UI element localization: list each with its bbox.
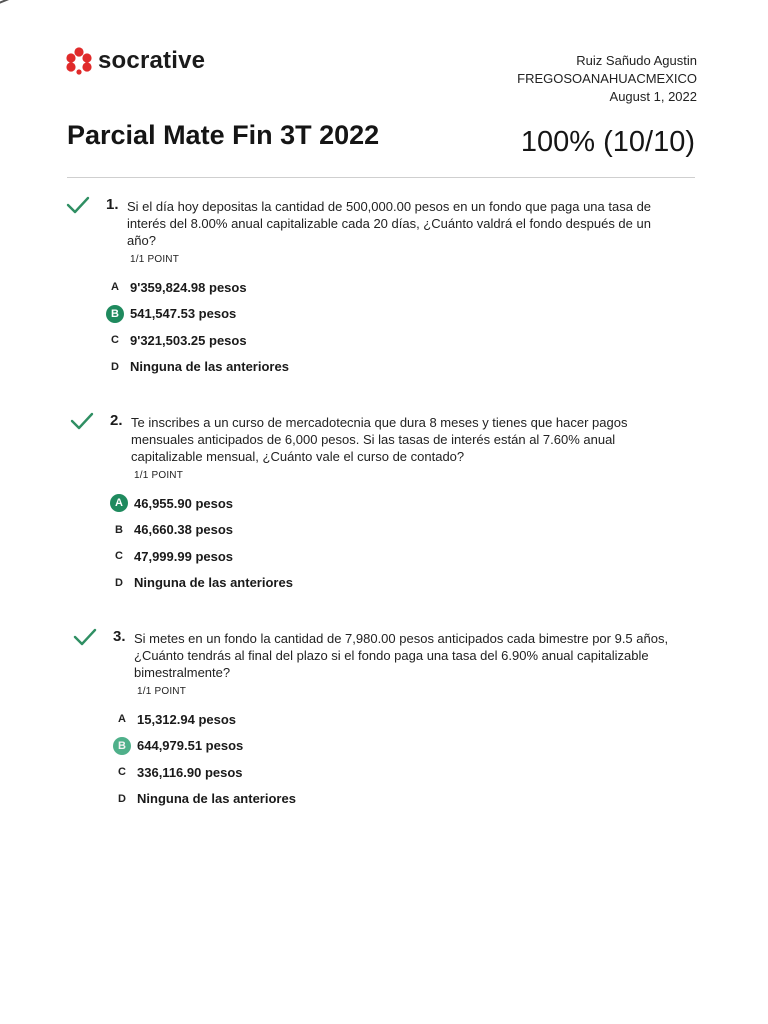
option-text: 46,955.90 pesos [134,495,234,511]
correct-option-badge: B [106,305,124,323]
check-icon [73,628,97,646]
room-name: FREGOSOANAHUACMEXICO [517,71,697,86]
option-letter: D [111,360,119,373]
answer-option-d [110,570,293,597]
option-text: 9'321,503.25 pesos [130,332,247,348]
question-number: 2. [110,412,123,429]
question-text: Te inscribes a un curso de mercadotecnia que dura 8 meses y tienes que hacer pagos mensuales anticipados de 6,000 pesos. Si las tasas de interés están al 7.60% anual capitalizable mensual, ¿Cuánto vale el curso de contado? [131,415,628,464]
option-letter: D [118,792,126,805]
answer-option-c [106,327,289,354]
option-text: 46,660.38 pesos [134,522,234,538]
option-text: 15,312.94 pesos [137,711,237,727]
question-number: 1. [106,196,119,213]
answer-option-d [106,354,289,381]
student-name: Ruiz Sañudo Agustin [576,53,697,68]
question-number: 3. [113,628,126,645]
answer-option-b [106,301,289,328]
correct-option-badge: A [110,494,128,512]
answer-options [113,706,296,812]
question-text: Si el día hoy depositas la cantidad de 500,000.00 pesos en un fondo que paga una tasa de interés del 8.00% anual capitalizable cada 20 días, ¿Cuánto valdrá el fondo después de un año? [127,199,652,248]
answer-options [106,274,289,380]
answer-option-c [110,543,293,570]
student-info [517,52,697,106]
option-text: 541,547.53 pesos [130,306,237,322]
correct-option-badge: B [113,737,131,755]
option-text: Ninguna de las anteriores [130,359,289,375]
brand-name: socrative [98,47,206,74]
answer-option-a [106,274,289,301]
socrative-logo [66,47,205,75]
answer-options [110,490,293,596]
option-text: Ninguna de las anteriores [134,575,293,591]
question-points: 1/1 POINT [130,254,180,265]
option-letter: A [111,281,119,294]
option-letter: B [115,523,123,536]
option-text: 9'359,824.98 pesos [130,279,247,295]
header-divider [67,177,695,178]
option-letter: D [115,576,123,589]
question-points: 1/1 POINT [134,470,184,481]
answer-option-d [113,786,296,813]
quiz-title: Parcial Mate Fin 3T 2022 [67,120,380,150]
question-points: 1/1 POINT [137,686,187,697]
answer-option-c [113,759,296,786]
option-text: 47,999.99 pesos [134,548,234,564]
option-letter: A [118,713,126,726]
answer-option-b [113,733,296,760]
option-letter: C [115,550,123,563]
socrative-logo-icon [66,47,92,75]
option-text: 336,116.90 pesos [137,764,243,780]
quiz-date: August 1, 2022 [609,89,697,104]
option-letter: C [118,766,126,779]
question-text: Si metes en un fondo la cantidad de 7,980.00 pesos anticipados cada bimestre por 9.5 años, ¿Cuánto tendrás al final del plazo si el fondo paga una tasa del 6.90% anual capitalizable bimestralmente? [134,631,669,680]
answer-option-a [113,706,296,733]
option-letter: C [111,334,119,347]
scan-pen-mark [0,0,39,6]
check-icon [66,196,90,214]
option-text: Ninguna de las anteriores [137,791,296,807]
answer-option-a [110,490,293,517]
answer-option-b [110,517,293,544]
quiz-score: 100% (10/10) [520,126,695,158]
check-icon [70,412,94,430]
option-text: 644,979.51 pesos [137,738,244,754]
